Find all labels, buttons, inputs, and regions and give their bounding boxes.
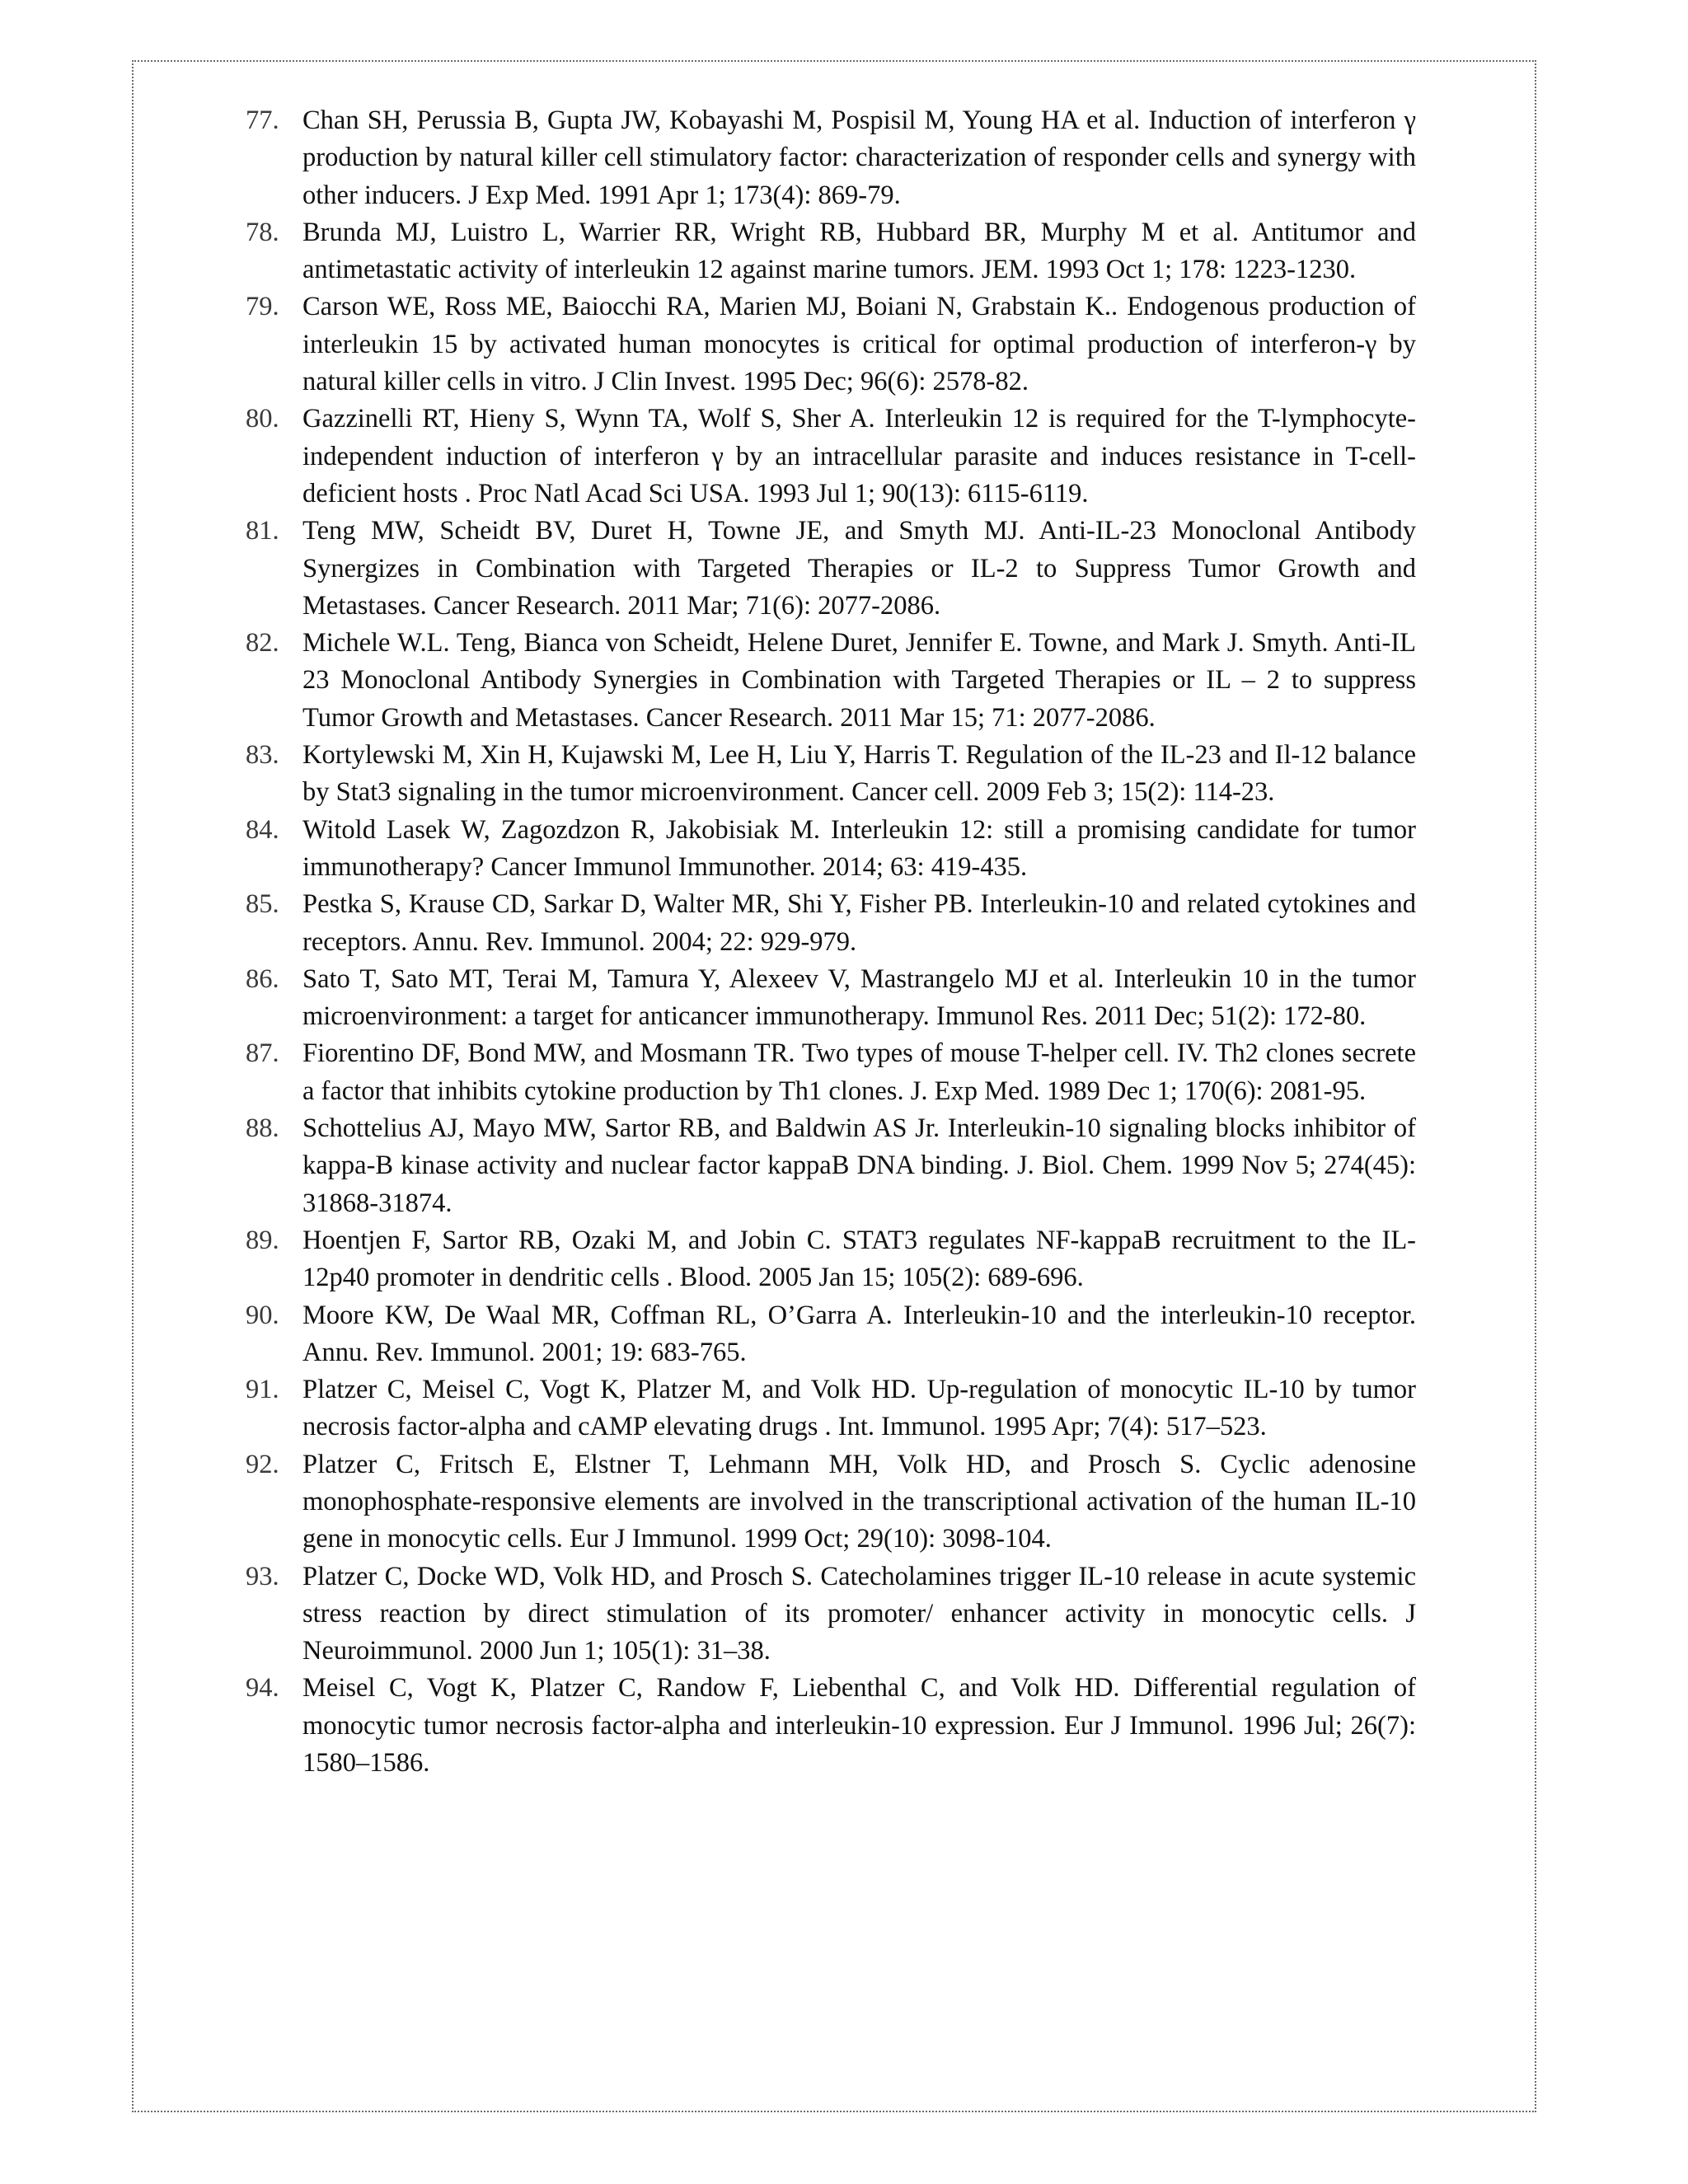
reference-text: Brunda MJ, Luistro L, Warrier RR, Wright RB, Hubbard BR, Murphy M et al. Antitumor and antimetastatic activity of interleukin 12 against marine tumors. JEM. 1993 Oct 1; 178: 1223-1230. [302,217,1416,285]
reference-number: 82. [246,628,279,658]
reference-item [246,1035,1416,1110]
reference-number: 90. [246,1300,279,1330]
reference-item [246,401,1416,513]
reference-item [246,625,1416,737]
reference-number: 94. [246,1673,279,1704]
reference-text: Moore KW, De Waal MR, Coffman RL, O’Garra A. Interleukin-10 and the interleukin-10 receptor. Annu. Rev. Immunol. 2001; 19: 683-765. [302,1300,1416,1367]
reference-number: 93. [246,1561,279,1591]
reference-item [246,737,1416,812]
reference-text: Gazzinelli RT, Hieny S, Wynn TA, Wolf S, Sher A. Interleukin 12 is required for the T-lymphocyte-independent induction of interferon γ by an intracellular parasite and induces resistance in T-cell-deficient hosts . Proc Natl Acad Sci USA. 1993 Jul 1; 90(13): 6115-6119. [302,404,1416,509]
reference-text: Witold Lasek W, Zagozdzon R, Jakobisiak M. Interleukin 12: still a promising candidate for tumor immunotherapy? Cancer Immunol Immunother. 2014; 63: 419-435. [302,814,1416,882]
reference-item [246,1670,1416,1782]
reference-list [246,102,1416,1782]
reference-item [246,102,1416,214]
reference-number: 91. [246,1375,279,1405]
reference-text: Pestka S, Krause CD, Sarkar D, Walter MR, Shi Y, Fisher PB. Interleukin-10 and related cytokines and receptors. Annu. Rev. Immunol. 2004; 22: 929-979. [302,889,1416,957]
reference-text: Fiorentino DF, Bond MW, and Mosmann TR. Two types of mouse T-helper cell. IV. Th2 clones secrete a factor that inhibits cytokine production by Th1 clones. J. Exp Med. 1989 Dec 1; 170(6): 2081-95. [302,1038,1416,1106]
reference-text: Platzer C, Meisel C, Vogt K, Platzer M, and Volk HD. Up-regulation of monocytic IL-10 by tumor necrosis factor-alpha and cAMP elevating drugs . Int. Immunol. 1995 Apr; 7(4): 517–523. [302,1375,1416,1442]
reference-item [246,1371,1416,1446]
reference-number: 88. [246,1113,279,1144]
reference-text: Carson WE, Ross ME, Baiocchi RA, Marien MJ, Boiani N, Grabstain K.. Endogenous production of interleukin 15 by activated human monocytes is critical for optimal production of interferon-γ by natural killer cells in vitro. J Clin Invest. 1995 Dec; 96(6): 2578-82. [302,292,1416,397]
reference-text: Sato T, Sato MT, Terai M, Tamura Y, Alexeev V, Mastrangelo MJ et al. Interleukin 10 in the tumor microenvironment: a target for anticancer immunotherapy. Immunol Res. 2011 Dec; 51(2): 172-80. [302,963,1416,1032]
reference-number: 92. [246,1449,279,1479]
reference-text: Chan SH, Perussia B, Gupta JW, Kobayashi M, Pospisil M, Young HA et al. Induction of interferon γ production by natural killer cell stimulatory factor: characterization of responder cells and synergy with other inducers. J Exp Med. 1991 Apr 1; 173(4): 869-79. [302,105,1416,210]
reference-text: Kortylewski M, Xin H, Kujawski M, Lee H, Liu Y, Harris T. Regulation of the IL-23 and Il-12 balance by Stat3 signaling in the tumor microenvironment. Cancer cell. 2009 Feb 3; 15(2): 114-23. [302,740,1416,808]
reference-item [246,288,1416,401]
reference-text: Michele W.L. Teng, Bianca von Scheidt, Helene Duret, Jennifer E. Towne, and Mark J. Smyth. Anti-IL 23 Monoclonal Antibody Synergies in Combination with Targeted Therapies or IL – 2 to suppress Tumor Growth and Metastases. Cancer Research. 2011 Mar 15; 71: 2077-2086. [302,628,1416,733]
reference-number: 87. [246,1038,279,1069]
reference-number: 84. [246,814,279,845]
reference-item [246,886,1416,961]
reference-item [246,1222,1416,1297]
reference-text: Platzer C, Fritsch E, Elstner T, Lehmann MH, Volk HD, and Prosch S. Cyclic adenosine monophosphate-responsive elements are involved in the transcriptional activation of the human IL-10 gene in monocytic cells. Eur J Immunol. 1999 Oct; 29(10): 3098-104. [302,1449,1416,1554]
reference-number: 83. [246,740,279,771]
reference-item [246,1110,1416,1222]
reference-item [246,214,1416,289]
reference-text: Platzer C, Docke WD, Volk HD, and Prosch S. Catecholamines trigger IL-10 release in acute systemic stress reaction by direct stimulation of its promoter/ enhancer activity in monocytic cells. J Neuroimmunol. 2000 Jun 1; 105(1): 31–38. [302,1561,1416,1666]
reference-number: 78. [246,217,279,247]
reference-number: 81. [246,516,279,546]
reference-number: 86. [246,963,279,994]
reference-number: 79. [246,292,279,322]
reference-item [246,1558,1416,1671]
reference-number: 80. [246,404,279,434]
reference-item [246,1446,1416,1558]
reference-text: Schottelius AJ, Mayo MW, Sartor RB, and Baldwin AS Jr. Interleukin-10 signaling blocks inhibitor of kappa-B kinase activity and nuclear factor kappaB DNA binding. J. Biol. Chem. 1999 Nov 5; 274(45): 31868-31874. [302,1113,1416,1218]
reference-number: 77. [246,105,279,135]
reference-number: 85. [246,889,279,920]
reference-item [246,1297,1416,1372]
reference-item [246,513,1416,625]
reference-number: 89. [246,1225,279,1255]
reference-text: Hoentjen F, Sartor RB, Ozaki M, and Jobin C. STAT3 regulates NF-kappaB recruitment to the IL-12p40 promoter in dendritic cells . Blood. 2005 Jan 15; 105(2): 689-696. [302,1225,1416,1293]
reference-item [246,812,1416,887]
reference-text: Meisel C, Vogt K, Platzer C, Randow F, Liebenthal C, and Volk HD. Differential regulation of monocytic tumor necrosis factor-alpha and interleukin-10 expression. Eur J Immunol. 1996 Jul; 26(7): 1580–1586. [302,1673,1416,1779]
reference-item [246,961,1416,1036]
reference-text: Teng MW, Scheidt BV, Duret H, Towne JE, and Smyth MJ. Anti-IL-23 Monoclonal Antibody Synergizes in Combination with Targeted Therapies or IL-2 to Suppress Tumor Growth and Metastases. Cancer Research. 2011 Mar; 71(6): 2077-2086. [302,516,1416,621]
